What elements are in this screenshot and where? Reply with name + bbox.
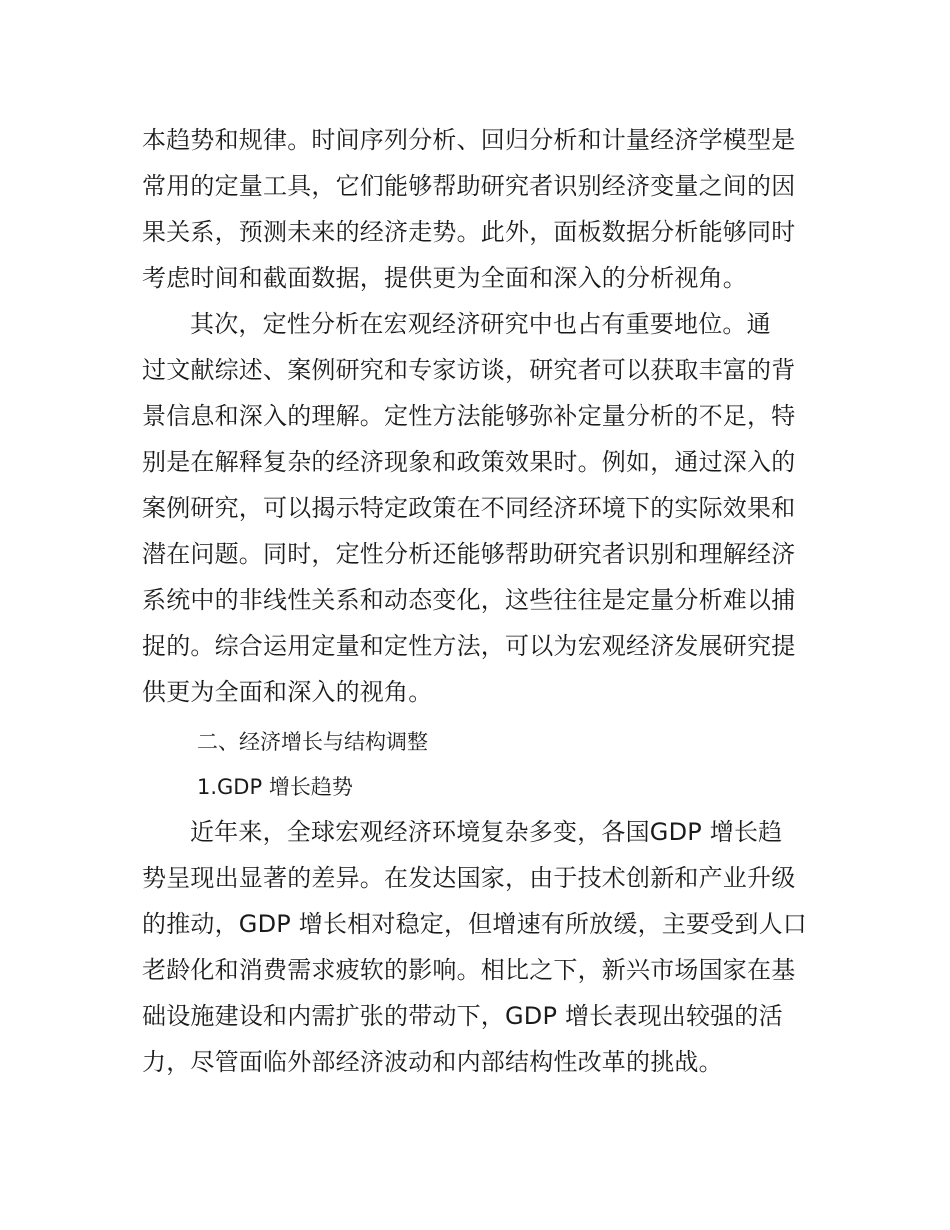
subsection-heading: 1.GDP 增长趋势	[197, 775, 353, 799]
paragraph-2-line-2: 过文献综述、案例研究和专家访谈，研究者可以获取丰富的背	[142, 356, 796, 384]
paragraph-2-line-8: 捉的。综合运用定量和定性方法，可以为宏观经济发展研究提	[142, 632, 796, 660]
paragraph-2-line-1: 其次，定性分析在宏观经济研究中也占有重要地位。通	[190, 310, 771, 338]
paragraph-1-line-3: 果关系，预测未来的经济走势。此外，面板数据分析能够同时	[142, 218, 796, 246]
paragraph-2-line-6: 潜在问题。同时，定性分析还能够帮助研究者识别和理解经济	[142, 540, 796, 568]
paragraph-3-line-1: 近年来，全球宏观经济环境复杂多变，各国GDP 增长趋	[190, 818, 783, 846]
paragraph-2-line-3: 景信息和深入的理解。定性方法能够弥补定量分析的不足，特	[142, 402, 796, 430]
paragraph-3-line-5: 础设施建设和内需扩张的带动下，GDP 增长表现出较强的活	[142, 1002, 783, 1030]
paragraph-1-line-4: 考虑时间和截面数据，提供更为全面和深入的分析视角。	[142, 264, 747, 292]
paragraph-3-line-4: 老龄化和消费需求疲软的影响。相比之下，新兴市场国家在基	[142, 956, 796, 984]
paragraph-2-line-5: 案例研究，可以揭示特定政策在不同经济环境下的实际效果和	[142, 494, 796, 522]
paragraph-3-line-6: 力，尽管面临外部经济波动和内部结构性改革的挑战。	[142, 1048, 723, 1076]
paragraph-3-line-2: 势呈现出显著的差异。在发达国家，由于技术创新和产业升级	[142, 864, 796, 892]
paragraph-2-line-7: 系统中的非线性关系和动态变化，这些往往是定量分析难以捕	[142, 586, 796, 614]
paragraph-1-line-1: 本趋势和规律。时间序列分析、回归分析和计量经济学模型是	[142, 126, 796, 154]
paragraph-2-line-4: 别是在解释复杂的经济现象和政策效果时。例如，通过深入的	[142, 448, 796, 476]
paragraph-3-line-3: 的推动，GDP 增长相对稳定，但增速有所放缓，主要受到人口	[142, 910, 807, 938]
paragraph-1-line-2: 常用的定量工具，它们能够帮助研究者识别经济变量之间的因	[142, 172, 796, 200]
paragraph-2-line-9: 供更为全面和深入的视角。	[142, 678, 433, 706]
section-heading: 二、经济增长与结构调整	[197, 730, 428, 754]
